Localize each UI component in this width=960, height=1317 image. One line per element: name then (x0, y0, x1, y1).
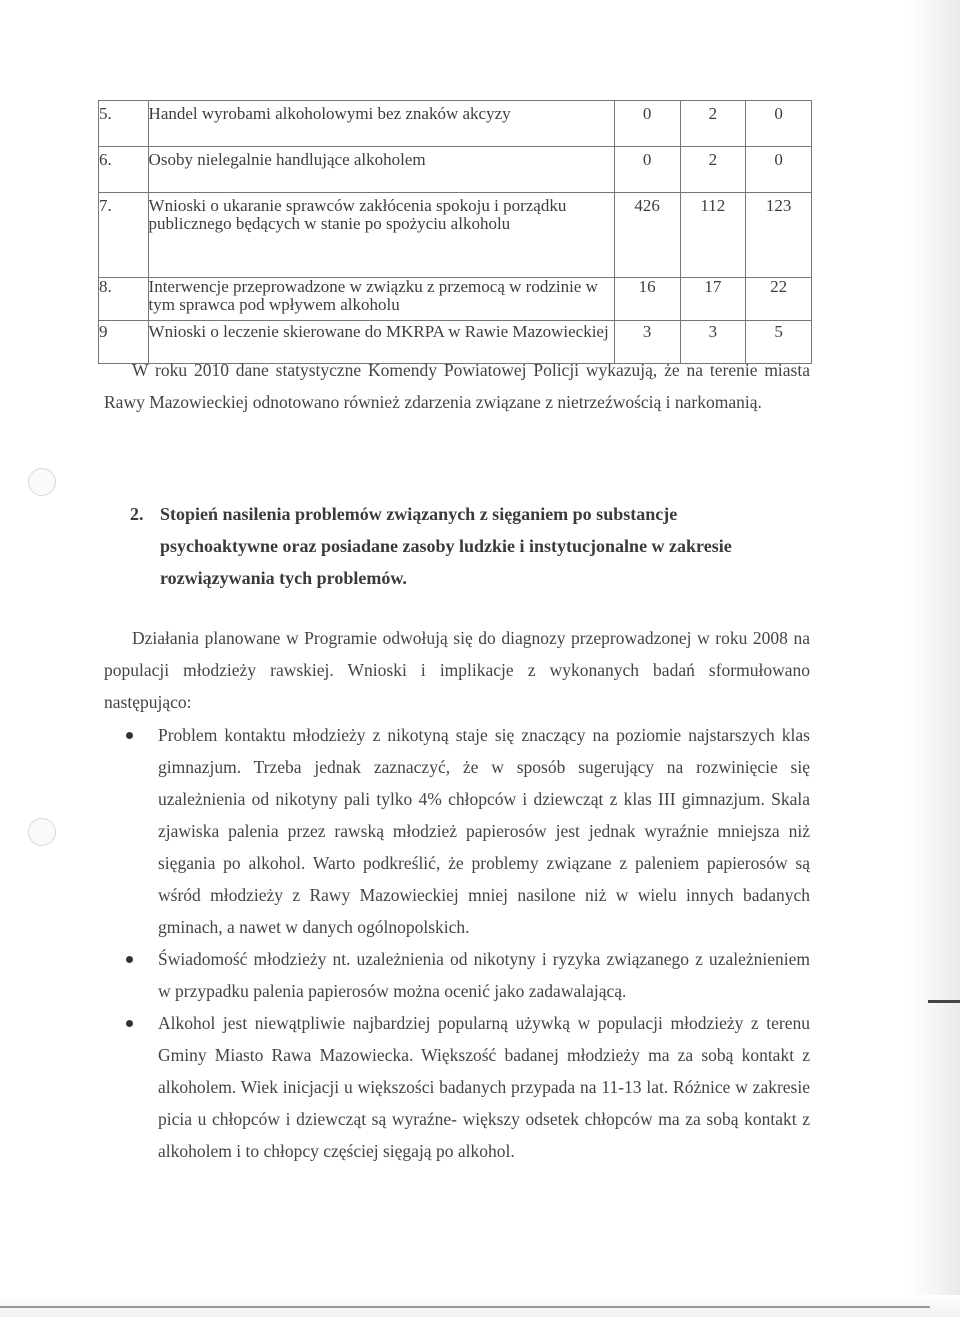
list-item-text: Świadomość młodzieży nt. uzależnienia od nikotyny i ryzyka związanego z uzależnieniem w przypadku palenia papierosów można ocenić jako zadawalającą. (158, 949, 810, 1001)
row-value-1: 16 (614, 278, 680, 321)
row-value-2: 17 (680, 278, 746, 321)
bullet-icon (126, 1020, 133, 1027)
row-value-3: 22 (746, 278, 812, 321)
row-number: 7. (99, 193, 149, 278)
list-item (104, 719, 810, 943)
row-description: Wnioski o ukaranie sprawców zakłócenia spokoju i porządku publicznego będących w stanie po spożyciu alkoholu (148, 193, 614, 278)
row-value-2: 2 (680, 101, 746, 147)
row-description: Interwencje przeprowadzone w związku z przemocą w rodzinie w tym sprawca pod wpływem alkoholu (148, 278, 614, 321)
row-value-3: 0 (746, 147, 812, 193)
row-number: 5. (99, 101, 149, 147)
table-row (99, 193, 812, 278)
bullet-icon (126, 732, 133, 739)
row-value-1: 0 (614, 101, 680, 147)
punch-hole-top (28, 468, 56, 496)
table-row (99, 147, 812, 193)
diagnosis-paragraph: Działania planowane w Programie odwołują się do diagnozy przeprowadzonej w roku 2008 na populacji młodzieży rawskiej. Wnioski i implikacje z wykonanych badań sformułowano następująco: (104, 628, 810, 712)
bullet-icon (126, 956, 133, 963)
punch-hole-bottom (28, 818, 56, 846)
row-description: Osoby nielegalnie handlujące alkoholem (148, 147, 614, 193)
scan-artifact-mark (928, 1000, 960, 1003)
statistics-table (98, 100, 812, 364)
row-value-2: 3 (680, 321, 746, 364)
list-item (104, 1007, 810, 1167)
table-row (99, 101, 812, 147)
row-number: 8. (99, 278, 149, 321)
row-value-2: 112 (680, 193, 746, 278)
list-item-text: Alkohol jest niewątpliwie najbardziej popularną używką w populacji młodzieży z terenu Gminy Miasto Rawa Mazowiecka. Większość badanej młodzieży ma za sobą kontakt z alkoholem. Wiek inicjacji u większości badanych przypada na 11-13 lat. Różnice w zakresie picia u chłopców i dziewcząt są wyraźne- większy odsetek chłopców ma za sobą kontakt z alkoholem i to chłopcy częściej sięgają po alkohol. (158, 1013, 810, 1161)
row-value-2: 2 (680, 147, 746, 193)
row-value-1: 3 (614, 321, 680, 364)
row-description: Wnioski o leczenie skierowane do MKRPA w Rawie Mazowieckiej (148, 321, 614, 364)
list-item-text: Problem kontaktu młodzieży z nikotyną staje się znaczący na poziomie najstarszych klas gimnazjum. Trzeba jednak zaznaczyć, że w sposób sugerujący na rozwinięcie się uzależnienia od nikotyny pali tylko 4% chłopców i dziewcząt z klas III gimnazjum. Skala zjawiska palenia przez rawską młodzież papierosów jest jednak wyraźnie mniejsza niż sięgania po alkohol. Warto podkreślić, że problemy związane z paleniem papierosów są wśród młodzieży z Rawy Mazowieckiej mniej nasilone niż w wielu innych badanych gminach, a nawet w danych ogólnopolskich. (158, 725, 810, 937)
scan-shadow-right (908, 0, 960, 1317)
section-title: Stopień nasilenia problemów związanych z sięganiem po substancje psychoaktywne oraz posiadane zasoby ludzkie i instytucjonalne w zakresie rozwiązywania tych problemów. (160, 504, 732, 588)
scan-artifact-line (0, 1306, 930, 1308)
row-number: 9 (99, 321, 149, 364)
row-value-3: 5 (746, 321, 812, 364)
row-value-1: 0 (614, 147, 680, 193)
row-description: Handel wyrobami alkoholowymi bez znaków akcyzy (148, 101, 614, 147)
findings-list (104, 719, 810, 1167)
intro-paragraph: W roku 2010 dane statystyczne Komendy Powiatowej Policji wykazują, że na terenie miasta Rawy Mazowieckiej odnotowano również zdarzenia związane z nietrzeźwością i narkomanią. (104, 360, 810, 412)
table-row (99, 278, 812, 321)
row-value-1: 426 (614, 193, 680, 278)
row-value-3: 0 (746, 101, 812, 147)
row-value-3: 123 (746, 193, 812, 278)
section-heading (130, 498, 770, 594)
section-number: 2. (130, 504, 144, 524)
row-number: 6. (99, 147, 149, 193)
list-item (104, 943, 810, 1007)
